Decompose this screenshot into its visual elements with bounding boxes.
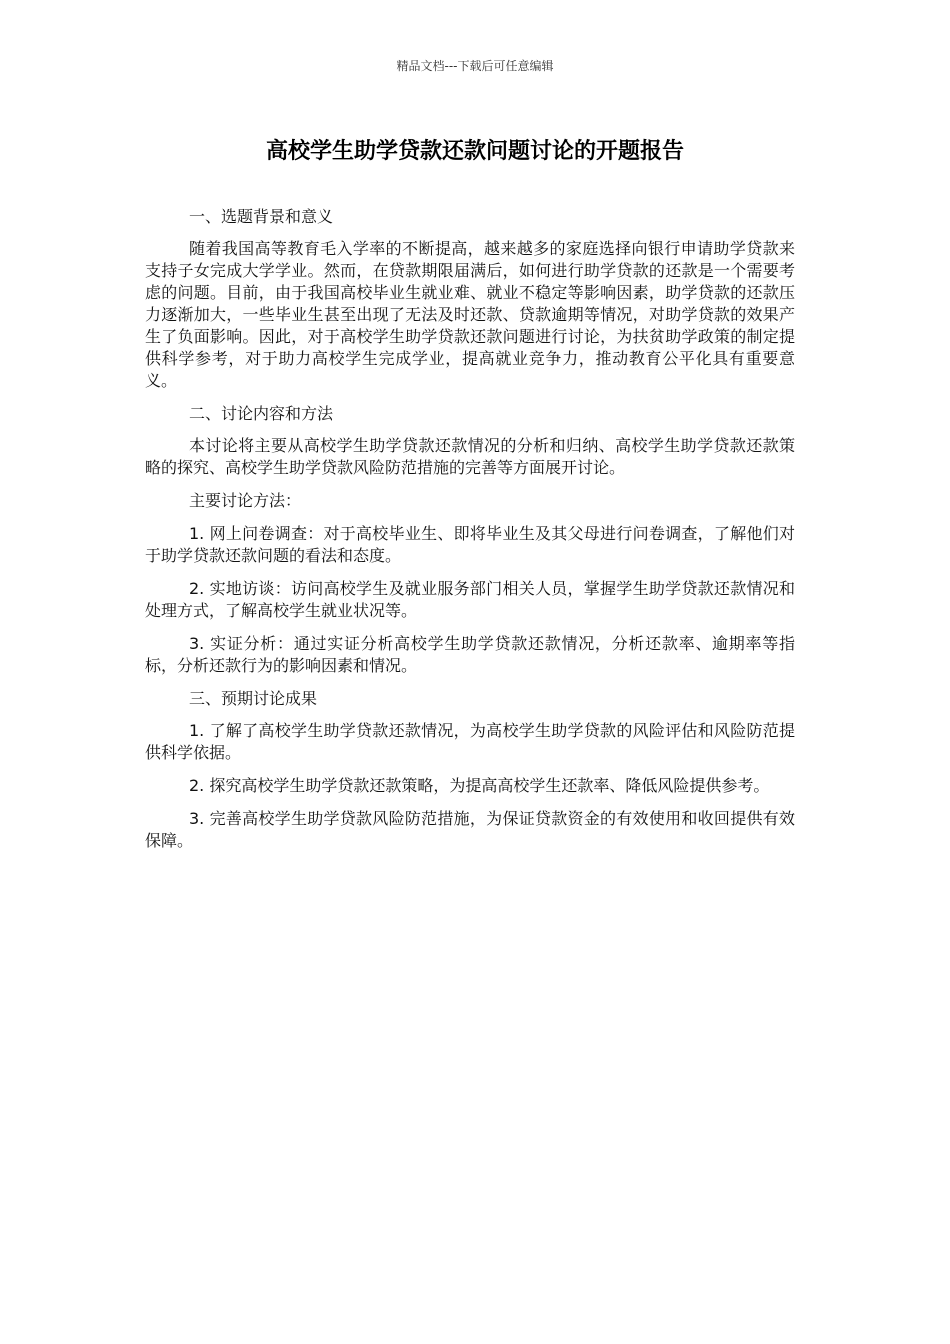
result-item-strategy: 2. 探究高校学生助学贷款还款策略，为提高高校学生还款率、降低风险提供参考。: [189, 776, 770, 795]
paragraph-methods-intro: 主要讨论方法：: [189, 491, 302, 510]
paragraph-content: 本讨论将主要从高校学生助学贷款还款情况的分析和归纳、高校学生助学贷款还款策略的探究、高校学生助学贷款风险防范措施的完善等方面展开讨论。: [145, 436, 795, 477]
result-item-understanding: 1. 了解了高校学生助学贷款还款情况，为高校学生助学贷款的风险评估和风险防范提供科学依据。: [145, 721, 795, 762]
section-heading-background: 一、选题背景和意义: [189, 207, 334, 226]
method-item-empirical: 3. 实证分析：通过实证分析高校学生助学贷款还款情况，分析还款率、逾期率等指标，分析还款行为的影响因素和情况。: [145, 634, 795, 675]
document-title: 高校学生助学贷款还款问题讨论的开题报告: [265, 139, 684, 164]
section-heading-content-method: 二、讨论内容和方法: [189, 404, 334, 423]
paragraph-background: 随着我国高等教育毛入学率的不断提高，越来越多的家庭选择向银行申请助学贷款来支持子女完成大学学业。然而，在贷款期限届满后，如何进行助学贷款的还款是一个需要考虑的问题。目前，由于我国高校毕业生就业难、就业不稳定等影响因素，助学贷款的还款压力逐渐加大，一些毕业生甚至出现了无法及时还款、贷款逾期等情况，对助学贷款的效果产生了负面影响。因此，对于高校学生助学贷款还款问题进行讨论，为扶贫助学政策的制定提供科学参考，对于助力高校学生完成学业，提高就业竞争力，推动教育公平化具有重要意义。: [145, 239, 795, 390]
document-body: [145, 206, 795, 863]
header-note: 精品文档---下载后可任意编辑: [396, 59, 554, 73]
result-item-measures: 3. 完善高校学生助学贷款风险防范措施，为保证贷款资金的有效使用和收回提供有效保障。: [145, 809, 795, 850]
section-heading-expected-results: 三、预期讨论成果: [189, 689, 318, 708]
method-item-interview: 2. 实地访谈：访问高校学生及就业服务部门相关人员，掌握学生助学贷款还款情况和处理方式，了解高校学生就业状况等。: [145, 579, 795, 620]
method-item-survey: 1. 网上问卷调查：对于高校毕业生、即将毕业生及其父母进行问卷调查，了解他们对于助学贷款还款问题的看法和态度。: [145, 524, 795, 565]
